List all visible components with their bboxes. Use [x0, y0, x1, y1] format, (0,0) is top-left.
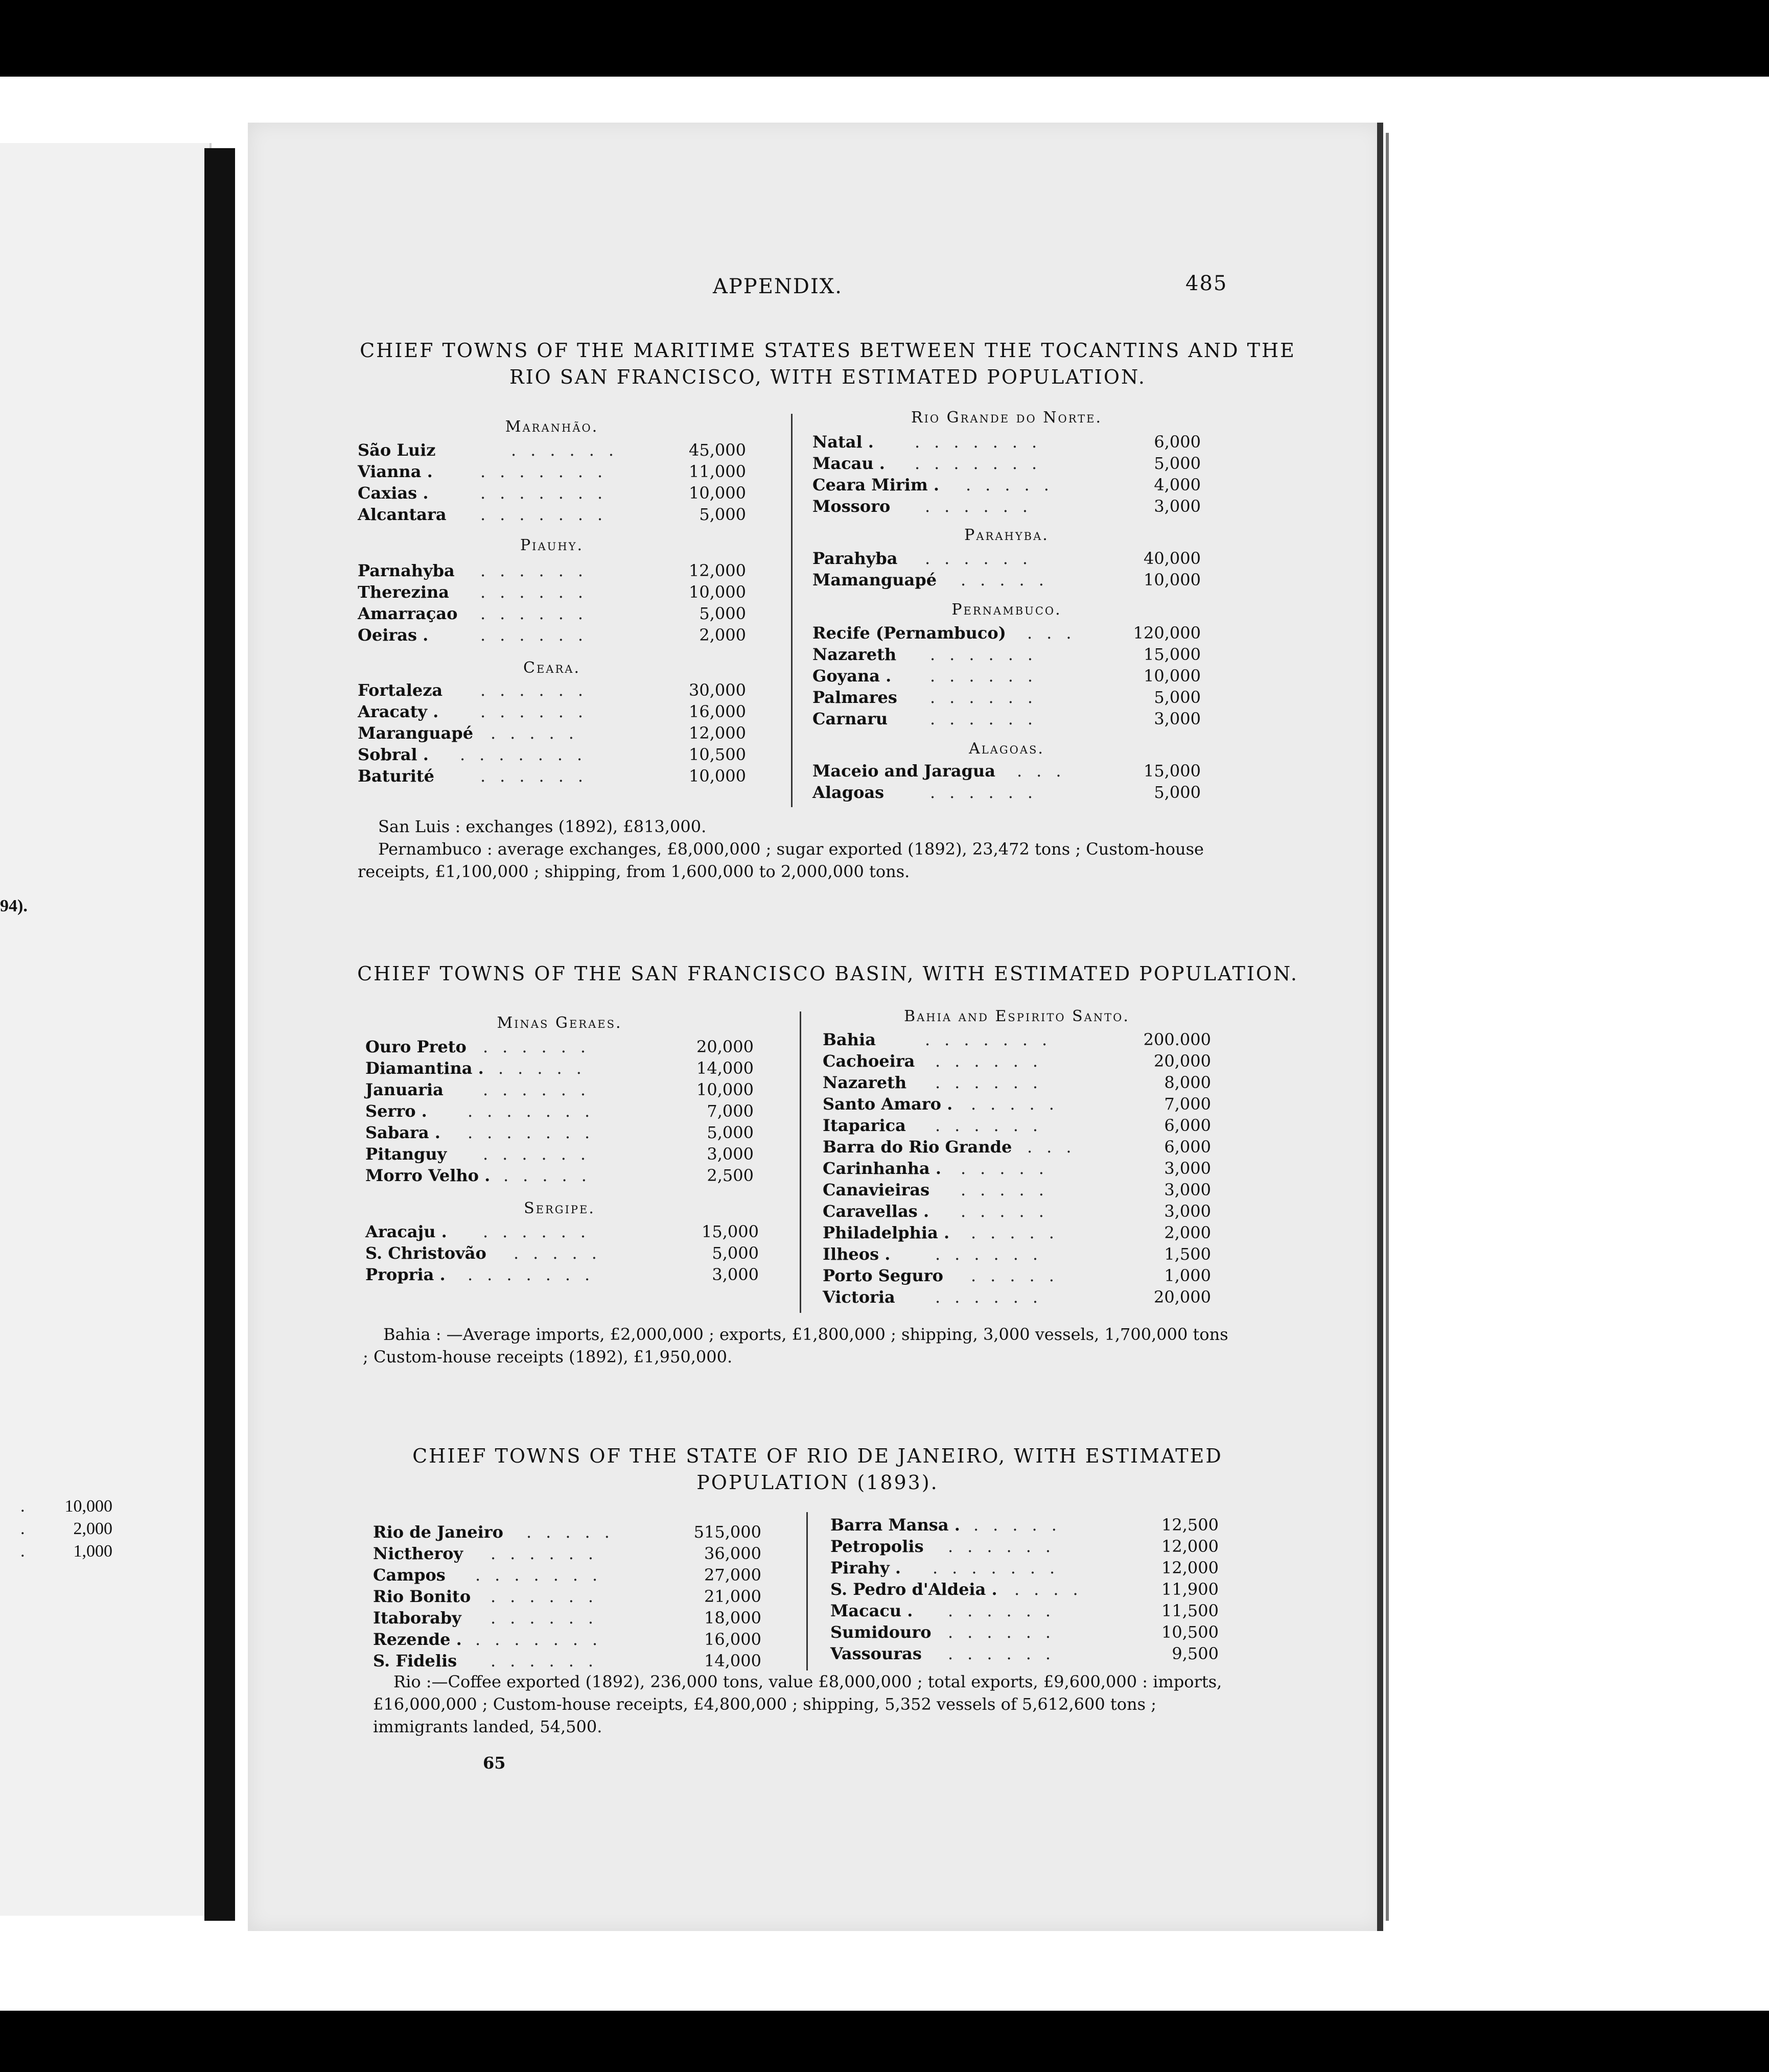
table-row: Diamantina . ..... 14,000 [365, 1058, 754, 1078]
table-row: Mamanguapé ..... 10,000 [812, 570, 1201, 590]
table-row: S. Fidelis ...... 14,000 [373, 1651, 761, 1670]
table-row: Ouro Preto ...... 20,000 [365, 1037, 754, 1056]
region-title-maranhao: Maranhão. [505, 418, 599, 436]
table-row: S. Pedro d'Aldeia . .... 11,900 [830, 1580, 1219, 1599]
top-scan-border [0, 0, 1769, 77]
section3-heading-line2: POPULATION (1893). [696, 1471, 939, 1494]
region-title-parahyba: Parahyba. [964, 526, 1049, 544]
table-row: Pirahy . ....... 12,000 [830, 1558, 1219, 1577]
previous-page-fragment [0, 143, 212, 1916]
table-row: Barra Mansa . ..... 12,500 [830, 1515, 1219, 1535]
table-row: Amarraçao ...... 5,000 [358, 604, 746, 623]
book-spine [204, 148, 235, 1921]
signature-mark: 65 [483, 1753, 506, 1773]
table-row: Canavieiras ..... 3,000 [823, 1180, 1211, 1199]
table-row: Aracaty . ...... 16,000 [358, 702, 746, 721]
running-head-title: APPENDIX. [713, 275, 843, 298]
table-row: Santo Amaro . ..... 7,000 [823, 1094, 1211, 1114]
table-row: Nazareth ...... 8,000 [823, 1073, 1211, 1092]
table-row: Vianna . ....... 11,000 [358, 462, 746, 481]
table-row: Caravellas . ..... 3,000 [823, 1202, 1211, 1221]
region-title-bahia: Bahia and Espirito Santo. [904, 1007, 1130, 1025]
section1-note-san-luis: San Luis : exchanges (1892), £813,000. [378, 817, 707, 836]
table-row: Alagoas ...... 5,000 [812, 783, 1201, 802]
table-row: Sumidouro ...... 10,500 [830, 1622, 1219, 1642]
section2-note-bahia: Bahia : —Average imports, £2,000,000 ; exports, £1,800,000 ; shipping, 3,000 vessels, 1,700,000 tons ; Custom-house receipts (1892), £1,950,000. [363, 1325, 1228, 1367]
table-row: Baturité ...... 10,000 [358, 766, 746, 786]
table-row: Fortaleza ...... 30,000 [358, 680, 746, 700]
region-title-minas: Minas Geraes. [497, 1014, 622, 1032]
column-rule [806, 1512, 808, 1670]
page-edge-shadow [1386, 133, 1389, 1921]
page-number: 485 [1185, 272, 1228, 295]
table-row: Macau . ....... 5,000 [812, 454, 1201, 473]
table-row: Nictheroy ...... 36,000 [373, 1544, 761, 1563]
bottom-scan-border [0, 2011, 1769, 2072]
table-row: Vassouras ...... 9,500 [830, 1644, 1219, 1663]
table-row: Rio de Janeiro ..... 515,000 [373, 1522, 761, 1542]
region-title-alagoas: Alagoas. [969, 740, 1044, 758]
table-row: Propria . ....... 3,000 [365, 1265, 759, 1284]
region-title-ceara: Ceara. [523, 659, 580, 677]
table-row: Maranguapé ..... 12,000 [358, 723, 746, 743]
table-row: Ceara Mirim . ..... 4,000 [812, 475, 1201, 495]
section3-note-rio: Rio :—Coffee exported (1892), 236,000 tons, value £8,000,000 ; total exports, £9,600,000 : imports, £16,000,000 ; Custom-house receipts, £4,800,000 ; shipping, 5,352 vessels of 5,612,600 tons ; immigrants landed, 54,500. [373, 1672, 1222, 1736]
table-row: Porto Seguro ..... 1,000 [823, 1266, 1211, 1285]
page-edge [1377, 123, 1383, 1931]
column-rule [800, 1011, 801, 1313]
region-title-pernambuco: Pernambuco. [951, 601, 1062, 619]
region-title-piauhy: Piauhy. [520, 536, 584, 554]
table-row: Itaparica ...... 6,000 [823, 1116, 1211, 1135]
table-row: Parahyba ...... 40,000 [812, 549, 1201, 568]
section1-note-pernambuco: Pernambuco : average exchanges, £8,000,000 ; sugar exported (1892), 23,472 tons ; Custom-house receipts, £1,100,000 ; shipping, from 1,600,000 to 2,000,000 tons. [358, 839, 1204, 881]
table-row: Rezende . ....... 16,000 [373, 1630, 761, 1649]
table-row: Petropolis ...... 12,000 [830, 1537, 1219, 1556]
section2-heading: CHIEF TOWNS OF THE SAN FRANCISCO BASIN, WITH ESTIMATED POPULATION. [357, 962, 1298, 985]
table-row: Sobral . ....... 10,500 [358, 745, 746, 764]
table-row: Bahia ....... 200.000 [823, 1030, 1211, 1049]
table-row: São Luiz ...... 45,000 [358, 440, 746, 460]
table-row: Aracaju . ...... 15,000 [365, 1222, 759, 1241]
section3-heading-line1: CHIEF TOWNS OF THE STATE OF RIO DE JANEIRO, WITH ESTIMATED [412, 1445, 1223, 1467]
table-row: Mossoro ...... 3,000 [812, 497, 1201, 516]
table-row: Ilheos . ...... 1,500 [823, 1244, 1211, 1264]
table-row: Goyana . ...... 10,000 [812, 666, 1201, 686]
table-row: Macacu . ...... 11,500 [830, 1601, 1219, 1620]
table-row: Itaboraby ...... 18,000 [373, 1608, 761, 1628]
table-row: Maceio and Jaragua ... 15,000 [812, 761, 1201, 781]
table-row: Parnahyba ...... 12,000 [358, 561, 746, 580]
table-row: Recife (Pernambuco) ... 120,000 [812, 623, 1201, 643]
table-row: Januaria ...... 10,000 [365, 1080, 754, 1099]
fragment-mark: 94). [0, 897, 28, 915]
table-row: Campos ....... 27,000 [373, 1565, 761, 1585]
table-row: Natal . ....... 6,000 [812, 432, 1201, 452]
table-row: Pitanguy ...... 3,000 [365, 1144, 754, 1164]
region-title-rio-grande: Rio Grande do Norte. [911, 409, 1103, 427]
table-row: Cachoeira ...... 20,000 [823, 1051, 1211, 1071]
table-row: Carnaru ...... 3,000 [812, 709, 1201, 728]
section1-heading-line2: RIO SAN FRANCISCO, WITH ESTIMATED POPULATION. [509, 366, 1146, 388]
column-rule [791, 414, 793, 807]
table-row: Barra do Rio Grande ... 6,000 [823, 1137, 1211, 1157]
table-row: Serro . ....... 7,000 [365, 1101, 754, 1121]
table-row: Oeiras . ...... 2,000 [358, 625, 746, 645]
table-row: S. Christovão ..... 5,000 [365, 1243, 759, 1263]
table-row: Victoria ...... 20,000 [823, 1287, 1211, 1307]
section1-heading-line1: CHIEF TOWNS OF THE MARITIME STATES BETWEEN THE TOCANTINS AND THE [360, 339, 1296, 362]
table-row: Sabara . ....... 5,000 [365, 1123, 754, 1142]
table-row: Rio Bonito ...... 21,000 [373, 1587, 761, 1606]
table-row: Palmares ...... 5,000 [812, 688, 1201, 707]
table-row: Morro Velho . ..... 2,500 [365, 1166, 754, 1185]
table-row: Carinhanha . ..... 3,000 [823, 1159, 1211, 1178]
table-row: Therezina ...... 10,000 [358, 582, 746, 602]
table-row: Philadelphia . ..... 2,000 [823, 1223, 1211, 1242]
table-row: Alcantara ....... 5,000 [358, 505, 746, 524]
table-row: Nazareth ...... 15,000 [812, 645, 1201, 664]
region-title-sergipe: Sergipe. [524, 1199, 595, 1217]
table-row: Caxias . ....... 10,000 [358, 483, 746, 503]
